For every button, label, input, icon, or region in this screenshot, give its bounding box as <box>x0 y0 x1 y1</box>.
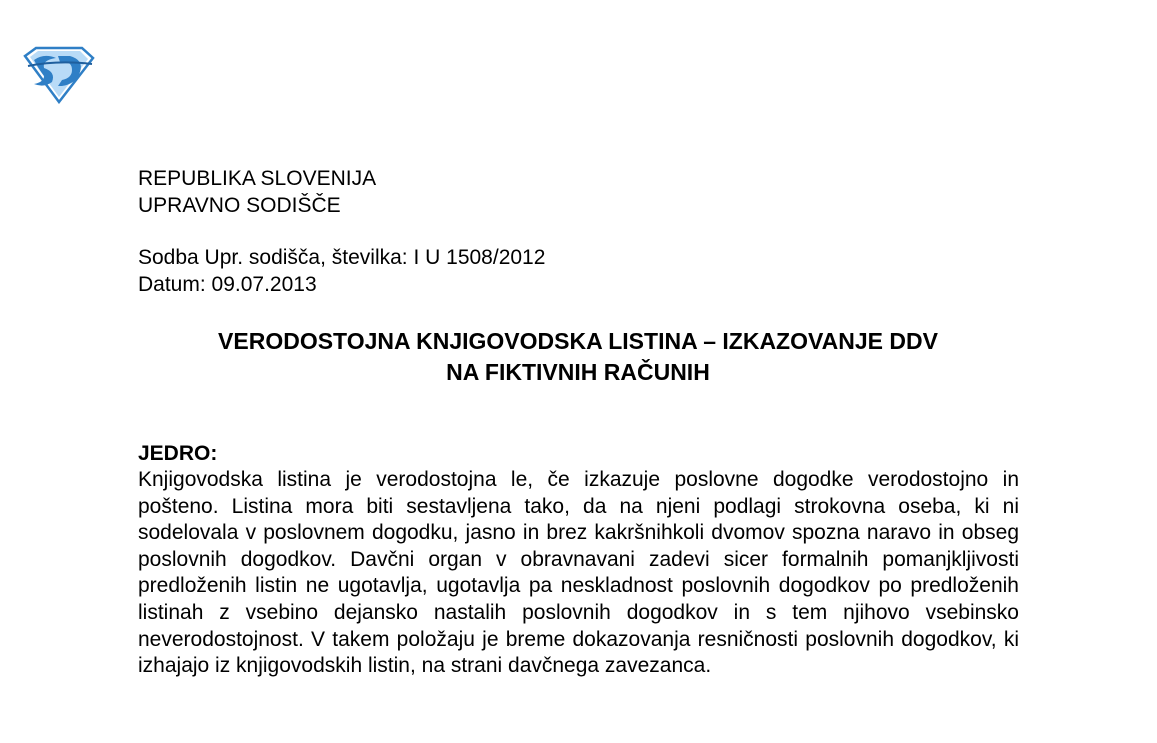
judgment-reference <box>138 244 545 298</box>
title-line-2: NA FIKTIVNIH RAČUNIH <box>446 359 710 385</box>
judgment-date: Datum: 09.07.2013 <box>138 273 317 296</box>
document-title <box>138 326 1018 388</box>
core-paragraph: Knjigovodska listina je verodostojna le, če izkazuje poslovne dogodke verodostojno in pošteno. Listina mora biti sestavljena tako, da na njeni podlagi strokovna oseba, ki ni sodelovala v poslovnem dogodku, jasno in brez kakršnihkoli dvomov spozna naravo in obseg poslovnih dogodkov. Davčni organ v obravnavani zadevi sicer formalnih pomanjkljivosti predloženih listin ne ugotavlja, ugotavlja pa neskladnost poslovnih dogodkov po predloženih listinah z vsebino dejansko nastalih poslovnih dogodkov in s tem njihovo vsebinsko neverodostojnost. V takem položaju je breme dokazovanja resničnosti poslovnih dogodkov, ki izhajajo iz knjigovodskih listin, na strani davčnega zavezanca. <box>138 468 1019 678</box>
core-heading: JEDRO: <box>138 442 218 465</box>
judgment-number: Sodba Upr. sodišča, številka: I U 1508/2012 <box>138 246 546 269</box>
court-header <box>138 165 376 219</box>
court-logo <box>22 46 96 104</box>
country-name: REPUBLIKA SLOVENIJA <box>138 167 377 190</box>
court-name: UPRAVNO SODIŠČE <box>138 194 341 217</box>
shield-logo-icon <box>22 46 96 104</box>
title-line-1: VERODOSTOJNA KNJIGOVODSKA LISTINA – IZKAZOVANJE DDV <box>218 328 938 354</box>
